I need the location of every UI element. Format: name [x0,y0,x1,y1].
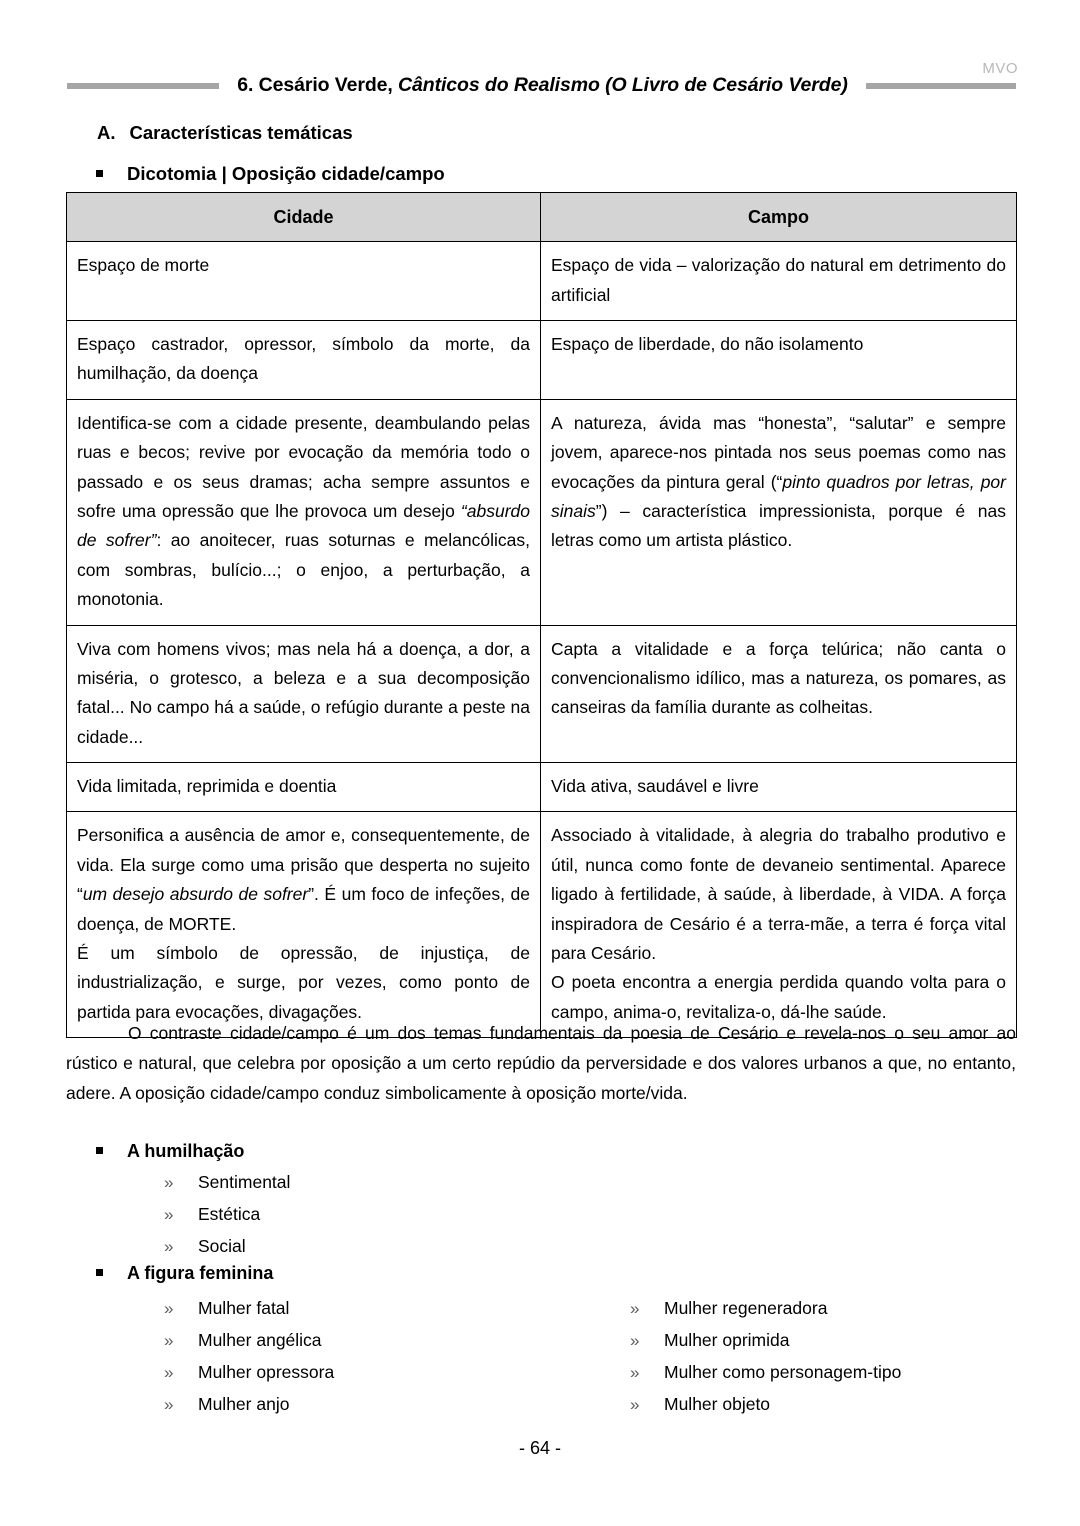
page-title-prefix: 6. Cesário Verde, [237,74,399,96]
figura-feminina-columns [96,1293,1016,1421]
list-item [164,1199,290,1231]
list-item-label: Mulher oprimida [664,1329,790,1350]
table-row [67,625,1017,763]
cell-cidade [67,399,541,625]
page-title-italic: Cânticos do Realismo (O Livro de Cesário Verde) [398,74,848,96]
table-row [67,812,1017,1038]
cell-text: Identifica-se com a cidade presente, deambulando pelas ruas e becos; revive por evocação da memória todo o passado e os seus dramas; acha sempre assuntos e sofre uma opressão que lhe provoca um desejo “absurdo de sofrer”: ao anoitecer, ruas soturnas e melancólicas, com sombras, bulício...; o enjoo, a perturbação, a monotonia. [77,412,530,610]
list-item [630,1293,1016,1325]
header-rule-left [67,83,219,89]
list-item-label: Mulher objeto [664,1393,771,1414]
cell-text: É um símbolo de opressão, de injustiça, de industrialização, e surge, por vezes, como ponto de partida para evocações, divagações. [77,943,530,1022]
cell-campo [541,242,1017,321]
watermark-mvo: MVO [982,60,1018,77]
cell-cidade [67,321,541,400]
list-item [630,1389,1016,1421]
guillemet-bullet-icon: » [164,1299,174,1318]
list-item-label: Social [198,1235,246,1256]
table-row [67,242,1017,321]
cell-text: Capta a vitalidade e a força telúrica; não canta o convencionalismo idílico, mas a natureza, os pomares, as canseiras da família durante as colheitas. [551,638,1006,718]
square-bullet-icon [96,1269,103,1276]
cell-text: Associado à vitalidade, à alegria do trabalho produtivo e útil, nunca como fonte de devaneio sentimental. Aparece ligado à fertilidade, à saúde, à liberdade, à VIDA. A força inspiradora de Cesário é a terra-mãe, a terra é força vital para Cesário. [551,825,1006,964]
guillemet-bullet-icon: » [164,1330,174,1350]
list-item-label: Mulher anjo [198,1393,290,1414]
cell-text: Espaço de vida – valorização do natural em detrimento do artificial [551,255,1006,305]
cell-text: Espaço castrador, opressor, símbolo da morte, da humilhação, da doença [77,334,530,384]
list-item-label: Mulher opressora [198,1361,335,1382]
cidade-campo-table [66,192,1017,1038]
figura-feminina-list [96,1263,273,1289]
table-row [67,763,1017,812]
figura-feminina-label: A figura feminina [127,1263,274,1283]
list-item [630,1325,1016,1357]
guillemet-bullet-icon: » [630,1299,640,1318]
figura-feminina-heading [96,1263,273,1284]
cell-text: Vida ativa, saudável e livre [551,776,759,797]
guillemet-bullet-icon: » [630,1362,640,1382]
cell-cidade [67,812,541,1038]
cell-cidade [67,625,541,763]
cell-cidade [67,242,541,321]
list-item [164,1231,290,1263]
list-item-label: Mulher como personagem-tipo [664,1361,902,1382]
dicotomia-label: Dicotomia | Oposição cidade/campo [127,163,445,184]
list-item-label: Mulher fatal [198,1298,290,1318]
list-item [164,1389,556,1421]
column-header-cidade: Cidade [67,193,541,242]
column-header-campo: Campo [541,193,1017,242]
cell-text: Vida limitada, reprimida e doentia [77,776,337,797]
guillemet-bullet-icon: » [164,1362,174,1382]
guillemet-bullet-icon: » [164,1173,174,1192]
section-a-heading [97,122,353,144]
page-header [78,74,1005,97]
figura-feminina-right-column [556,1293,1016,1421]
table-row [67,399,1017,625]
figura-feminina-left-column [96,1293,556,1421]
guillemet-bullet-icon: » [164,1236,174,1256]
square-bullet-icon [96,1147,103,1154]
humilhacao-list [96,1141,290,1263]
cell-campo [541,812,1017,1038]
table-header-row [67,193,1017,242]
page-title [237,74,848,97]
cell-cidade [67,763,541,812]
humilhacao-heading [96,1141,290,1162]
cell-text: Viva com homens vivos; mas nela há a doença, a dor, a miséria, o grotesco, a beleza e a sua decomposição fatal... No campo há a saúde, o refúgio durante a peste na cidade... [77,638,530,747]
list-item [164,1357,556,1389]
guillemet-bullet-icon: » [630,1394,640,1414]
cell-text: Espaço de liberdade, do não isolamento [551,334,864,355]
humilhacao-label: A humilhação [127,1141,245,1161]
cell-text: Espaço de morte [77,255,210,276]
list-item-label: Estética [198,1203,261,1224]
header-rule-right [866,83,1016,89]
cell-text: Personifica a ausência de amor e, consequentemente, de vida. Ela surge como uma prisão que desperta no sujeito “um desejo absurdo de sofrer”. É um foco de infeções, de doença, de MORTE. [77,825,530,934]
list-item [164,1325,556,1357]
guillemet-bullet-icon: » [164,1204,174,1224]
page-number: - 64 - [518,1438,561,1458]
section-a-title: Características temáticas [129,122,353,143]
cell-text: A natureza, ávida mas “honesta”, “salutar” e sempre jovem, aparece-nos pintada nos seus poemas como nas evocações da pintura geral (“pinto quadros por letras, por sinais”) – característica impressionista, porque é nas letras como um artista plástico. [551,412,1006,551]
guillemet-bullet-icon: » [630,1330,640,1350]
cell-campo [541,321,1017,400]
list-item [164,1167,290,1199]
list-item-label: Mulher angélica [198,1329,322,1350]
contrast-paragraph: O contraste cidade/campo é um dos temas fundamentais da poesia de Cesário e revela-nos o seu amor ao rústico e natural, que celebra por oposição a um certo repúdio da perversidade e dos valores urbanos a que, no entanto, adere. A oposição cidade/campo conduz simbolicamente à oposição morte/vida. [66,1023,1016,1103]
cell-campo [541,399,1017,625]
cell-text: O poeta encontra a energia perdida quando volta para o campo, anima-o, revitaliza-o, dá-lhe saúde. [551,972,1006,1022]
list-item-label: Mulher regeneradora [664,1298,828,1318]
cell-campo [541,763,1017,812]
list-item [630,1357,1016,1389]
section-a-letter: A. [97,122,116,143]
table-row [67,321,1017,400]
list-item-label: Sentimental [198,1172,291,1192]
list-item [164,1293,556,1325]
cell-campo [541,625,1017,763]
square-bullet-icon [96,170,103,177]
guillemet-bullet-icon: » [164,1394,174,1414]
dicotomia-heading [96,163,445,185]
